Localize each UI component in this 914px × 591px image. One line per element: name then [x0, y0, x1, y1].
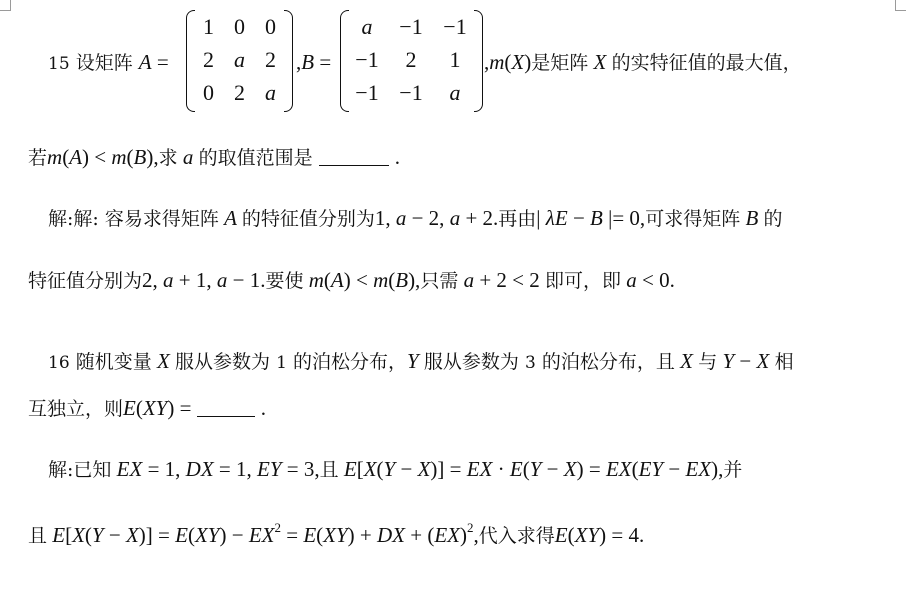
matrix-a-cell: 0	[234, 14, 245, 39]
s16-t4: 且	[28, 525, 48, 547]
q16-t3: 的泊松分布，	[292, 351, 407, 373]
s15-t3: 再由	[498, 208, 537, 230]
q15-line2-suffix: 求	[158, 147, 178, 169]
q15-intro: 设矩阵	[75, 52, 133, 74]
q15-after-matrix: 是矩阵	[531, 52, 589, 74]
corner-mark-top-right	[895, 0, 906, 11]
s15-line2: 特征值分别为2, a + 1, a − 1.要使 m(A) < m(B),只需 a + 2 < 2 即可，即 a < 0.	[28, 268, 675, 292]
q16-t6: 与	[698, 351, 718, 373]
matrix-a-cell: 2	[234, 80, 245, 105]
s15-t2: 的特征值分别为	[241, 208, 375, 230]
corner-mark-top-left	[0, 0, 11, 11]
q16-number: 16	[48, 353, 70, 373]
q16-period: .	[260, 396, 266, 420]
q16-t8: 互独立，则	[28, 398, 124, 420]
s16-line2: 且 $E[X(Y - X)] = E(XY) - EX^2 = E(XY)$ + DX + (EX)$^2$,代入求得E(XY) = 4.	[28, 520, 645, 547]
s15-t8: 只需	[420, 270, 459, 292]
s16-t1: 已知	[73, 459, 112, 481]
s16-t3: 并	[723, 459, 743, 481]
matrix-b-cell: −1	[399, 14, 423, 39]
q15-answer-blank	[319, 147, 389, 166]
s15-t7: 要使	[265, 270, 304, 292]
q16-t7: 相	[774, 351, 794, 373]
matrix-b-cell: −1	[443, 14, 467, 39]
s15-label: 解:	[48, 208, 74, 230]
q16-n1: 1	[276, 353, 287, 373]
matrix-b-cell: −1	[399, 80, 423, 105]
q15-number: 15	[48, 54, 70, 74]
matrix-a-cell: 0	[203, 80, 214, 105]
matrix-a-cell: 0	[265, 14, 276, 39]
q15-after-matrix2: 的实特征值的最大值，	[611, 52, 802, 74]
s15-t6: 特征值分别为	[28, 270, 143, 292]
q15-b-def: ,B =	[296, 50, 332, 74]
matrix-a-cell: a	[234, 47, 245, 72]
s15-t9: 即可，即	[545, 270, 622, 292]
q16-t4: 服从参数为	[423, 351, 519, 373]
q16-t2: 服从参数为	[175, 351, 271, 373]
matrix-b-cell: 2	[405, 47, 417, 72]
q15-line1-tail: ,m(X)是矩阵 X 的实特征值的最大值，	[484, 50, 802, 74]
q15-period: .	[394, 145, 400, 169]
matrix-b-cell: a	[449, 80, 461, 105]
s15-t4: 可求得矩阵	[645, 208, 741, 230]
q15-line2-suffix2: 的取值范围是	[198, 147, 313, 169]
matrix-a-cell: 2	[265, 47, 276, 72]
q15-line2-prefix: 若	[28, 147, 48, 169]
matrix-b-cell: −1	[355, 80, 379, 105]
matrix-a-cell: a	[265, 80, 276, 105]
q16-t5: 的泊松分布，且	[541, 351, 675, 373]
matrix-b-cell: −1	[355, 47, 379, 72]
q16-answer-blank	[197, 398, 255, 417]
q15-line2: 若m(A) < m(B),求 a 的取值范围是 .	[28, 145, 400, 169]
q16-t1: 随机变量	[75, 351, 152, 373]
q16-line2: 互独立，则E(XY) = .	[28, 396, 266, 420]
matrix-a-cell: 1	[203, 14, 214, 39]
q15-line1: 15 设矩阵 A =	[48, 50, 169, 74]
s16-t2: 且	[319, 459, 339, 481]
s16-label: 解:	[48, 459, 74, 481]
q15-matrix-a-name: A	[138, 50, 152, 74]
q16-n2: 3	[524, 353, 536, 373]
matrix-b-cell: 1	[449, 47, 461, 72]
matrix-b	[340, 10, 486, 114]
matrix-a	[186, 10, 296, 114]
s16-t5: 代入求得	[478, 525, 555, 547]
s15-t1: 容易求得矩阵	[104, 208, 219, 230]
s15-line1: 解:解: 容易求得矩阵 A 的特征值分别为1, a − 2, a + 2.再由| λE − B |= 0,可求得矩阵 B 的	[48, 206, 783, 230]
s15-label2: 解:	[73, 208, 99, 230]
s15-t5: 的	[763, 208, 783, 230]
matrix-b-cell: a	[361, 14, 373, 39]
matrix-a-cell: 2	[203, 47, 214, 72]
q16-line1: 16 随机变量 X 服从参数为 1 的泊松分布，Y 服从参数为 3 的泊松分布，且 X 与 Y − X 相	[48, 349, 794, 373]
s16-line1: 解:已知 EX = 1, DX = 1, EY = 3,且 E[X(Y − X)] = EX · E(Y − X) = EX(EY − EX),并	[48, 457, 743, 481]
q15-matrix-b-name: B	[301, 50, 315, 74]
